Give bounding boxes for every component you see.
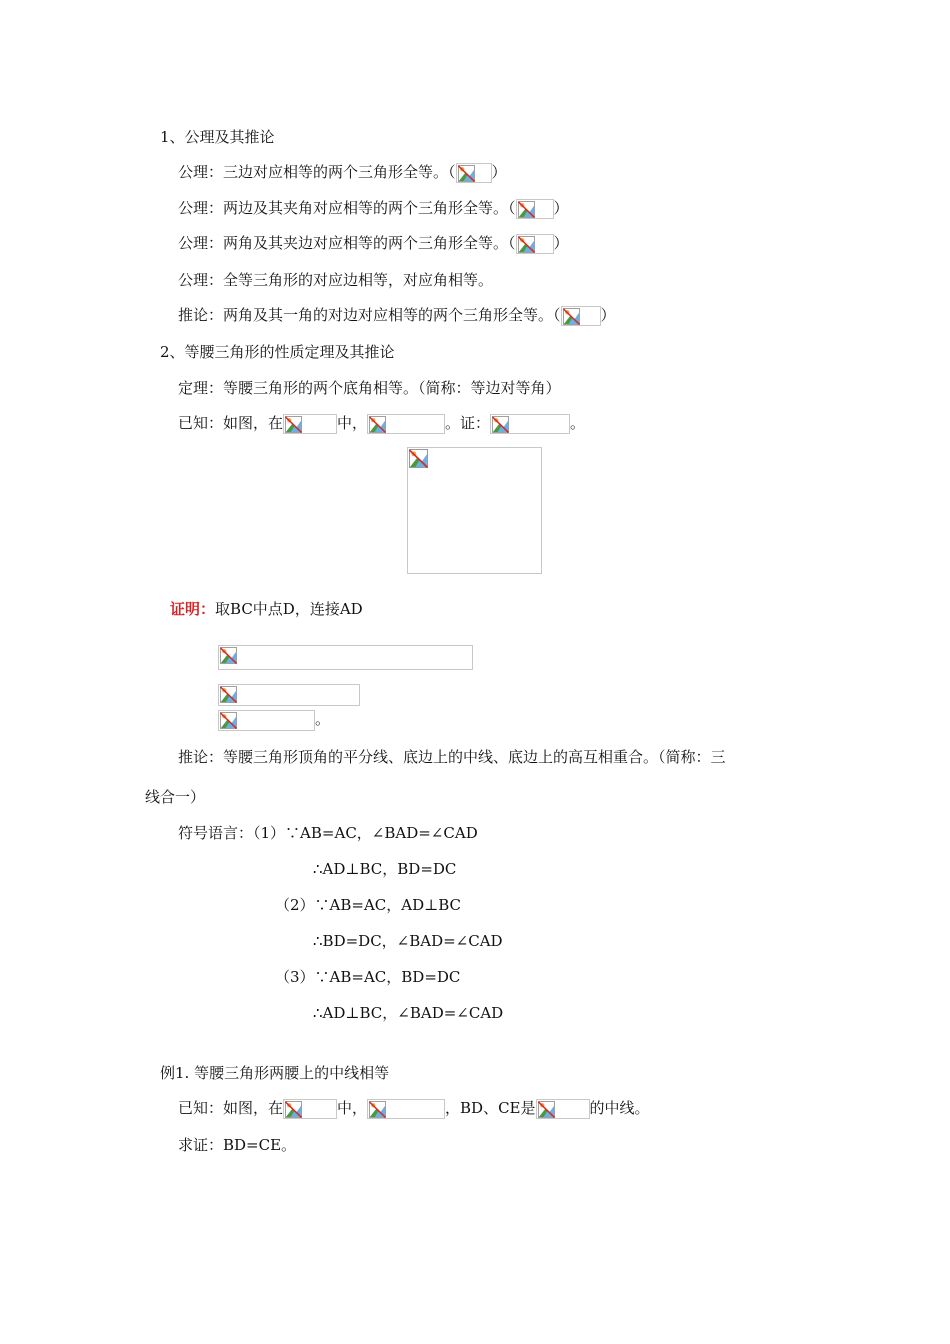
- example1-given-text-1: 已知：如图，在: [178, 1099, 284, 1117]
- broken-image-icon: [518, 236, 535, 253]
- axiom-asa: [178, 233, 569, 254]
- corollary-aas-close: ）: [600, 306, 616, 324]
- broken-image-icon: [285, 1101, 302, 1118]
- broken-image-icon: [563, 308, 580, 325]
- given-text-3: 。证：: [445, 414, 491, 432]
- proof-line: [170, 599, 363, 619]
- example1-given-text-2: 中，: [337, 1099, 368, 1117]
- formula-image-ex-condition: [367, 1099, 445, 1119]
- axiom-asa-close: ）: [553, 234, 569, 252]
- broken-image-icon: [518, 201, 535, 218]
- formula-image-ex-triangle: [283, 1099, 337, 1119]
- formula-image-triangle: [283, 414, 337, 434]
- broken-image-icon: [492, 416, 509, 433]
- corollary-aas: [178, 305, 616, 326]
- broken-image-icon: [538, 1101, 555, 1118]
- symbolic-case-2-result: ∴BD=DC，∠BAD=∠CAD: [313, 932, 503, 950]
- symbolic-case-1: [178, 823, 478, 843]
- symbolic-label: 符号语言：: [178, 824, 254, 842]
- proof-step-2: [218, 684, 360, 706]
- formula-image-proof-3: [218, 710, 315, 731]
- proof-text: 取BC中点D，连接AD: [215, 600, 363, 618]
- broken-image-icon: [458, 165, 475, 182]
- broken-image-icon: [369, 416, 386, 433]
- broken-image-icon: [220, 712, 237, 729]
- formula-image-aas: [561, 306, 601, 326]
- theorem-base-angles: 定理：等腰三角形的两个底角相等。（简称：等边对等角）: [178, 379, 561, 397]
- axiom-sas-text: 公理：两边及其夹角对应相等的两个三角形全等。（: [178, 199, 516, 217]
- broken-image-icon: [409, 449, 428, 468]
- axiom-sss-text: 公理：三边对应相等的两个三角形全等。（: [178, 163, 456, 181]
- symbolic-case-3: （3）∵AB=AC，BD=DC: [275, 968, 461, 986]
- corollary-three-lines-1: 推论：等腰三角形顶角的平分线、底边上的中线、底边上的高互相重合。（简称：三: [178, 748, 726, 766]
- example1-given-text-4: 的中线。: [589, 1099, 650, 1117]
- axiom-sss: [178, 162, 507, 183]
- example1-given: [178, 1098, 650, 1119]
- formula-image-asa: [516, 234, 554, 254]
- axiom-congruent-parts: 公理：全等三角形的对应边相等，对应角相等。: [178, 271, 494, 289]
- symbolic-case-2: （2）∵AB=AC，AD⊥BC: [275, 896, 462, 914]
- given-text-4: 。: [570, 414, 586, 432]
- proof-label: 证明：: [170, 600, 216, 618]
- axiom-sss-close: ）: [491, 163, 507, 181]
- corollary-aas-text: 推论：两角及其一角的对边对应相等的两个三角形全等。（: [178, 306, 561, 324]
- formula-image-conclusion: [490, 414, 570, 434]
- broken-image-icon: [369, 1101, 386, 1118]
- proof-step-3: [218, 709, 330, 731]
- symbolic-case-1-result: ∴AD⊥BC，BD=DC: [313, 860, 457, 878]
- axiom-sas: [178, 198, 569, 219]
- section2-heading: 2、等腰三角形的性质定理及其推论: [160, 343, 395, 361]
- section1-heading: 1、公理及其推论: [160, 128, 275, 146]
- proof-end: 。: [315, 710, 331, 728]
- broken-image-icon: [285, 416, 302, 433]
- formula-image-sas: [516, 199, 554, 219]
- formula-image-condition: [367, 414, 445, 434]
- symbolic-case-3-result: ∴AD⊥BC，∠BAD=∠CAD: [313, 1004, 504, 1022]
- broken-image-icon: [220, 647, 237, 664]
- example1-given-text-3: ，BD、CE是: [445, 1099, 536, 1117]
- axiom-sas-close: ）: [553, 199, 569, 217]
- formula-image-proof-1: [218, 645, 473, 670]
- formula-image-sss: [456, 163, 492, 183]
- proof-step-1: [218, 645, 473, 670]
- corollary-three-lines-2: 线合一）: [145, 788, 206, 806]
- given-statement: [178, 413, 585, 434]
- example1-title: 例1. 等腰三角形两腰上的中线相等: [160, 1064, 390, 1082]
- given-text-2: 中，: [337, 414, 368, 432]
- symbolic-case-1-premise: （1）∵AB=AC，∠BAD=∠CAD: [253, 824, 478, 842]
- formula-image-ex-triangle-2: [536, 1099, 590, 1119]
- broken-image-icon: [220, 686, 237, 703]
- example1-prove: 求证：BD=CE。: [178, 1136, 297, 1154]
- formula-image-proof-2: [218, 684, 360, 706]
- axiom-asa-text: 公理：两角及其夹边对应相等的两个三角形全等。（: [178, 234, 516, 252]
- figure-image: [407, 447, 542, 574]
- given-text-1: 已知：如图，在: [178, 414, 284, 432]
